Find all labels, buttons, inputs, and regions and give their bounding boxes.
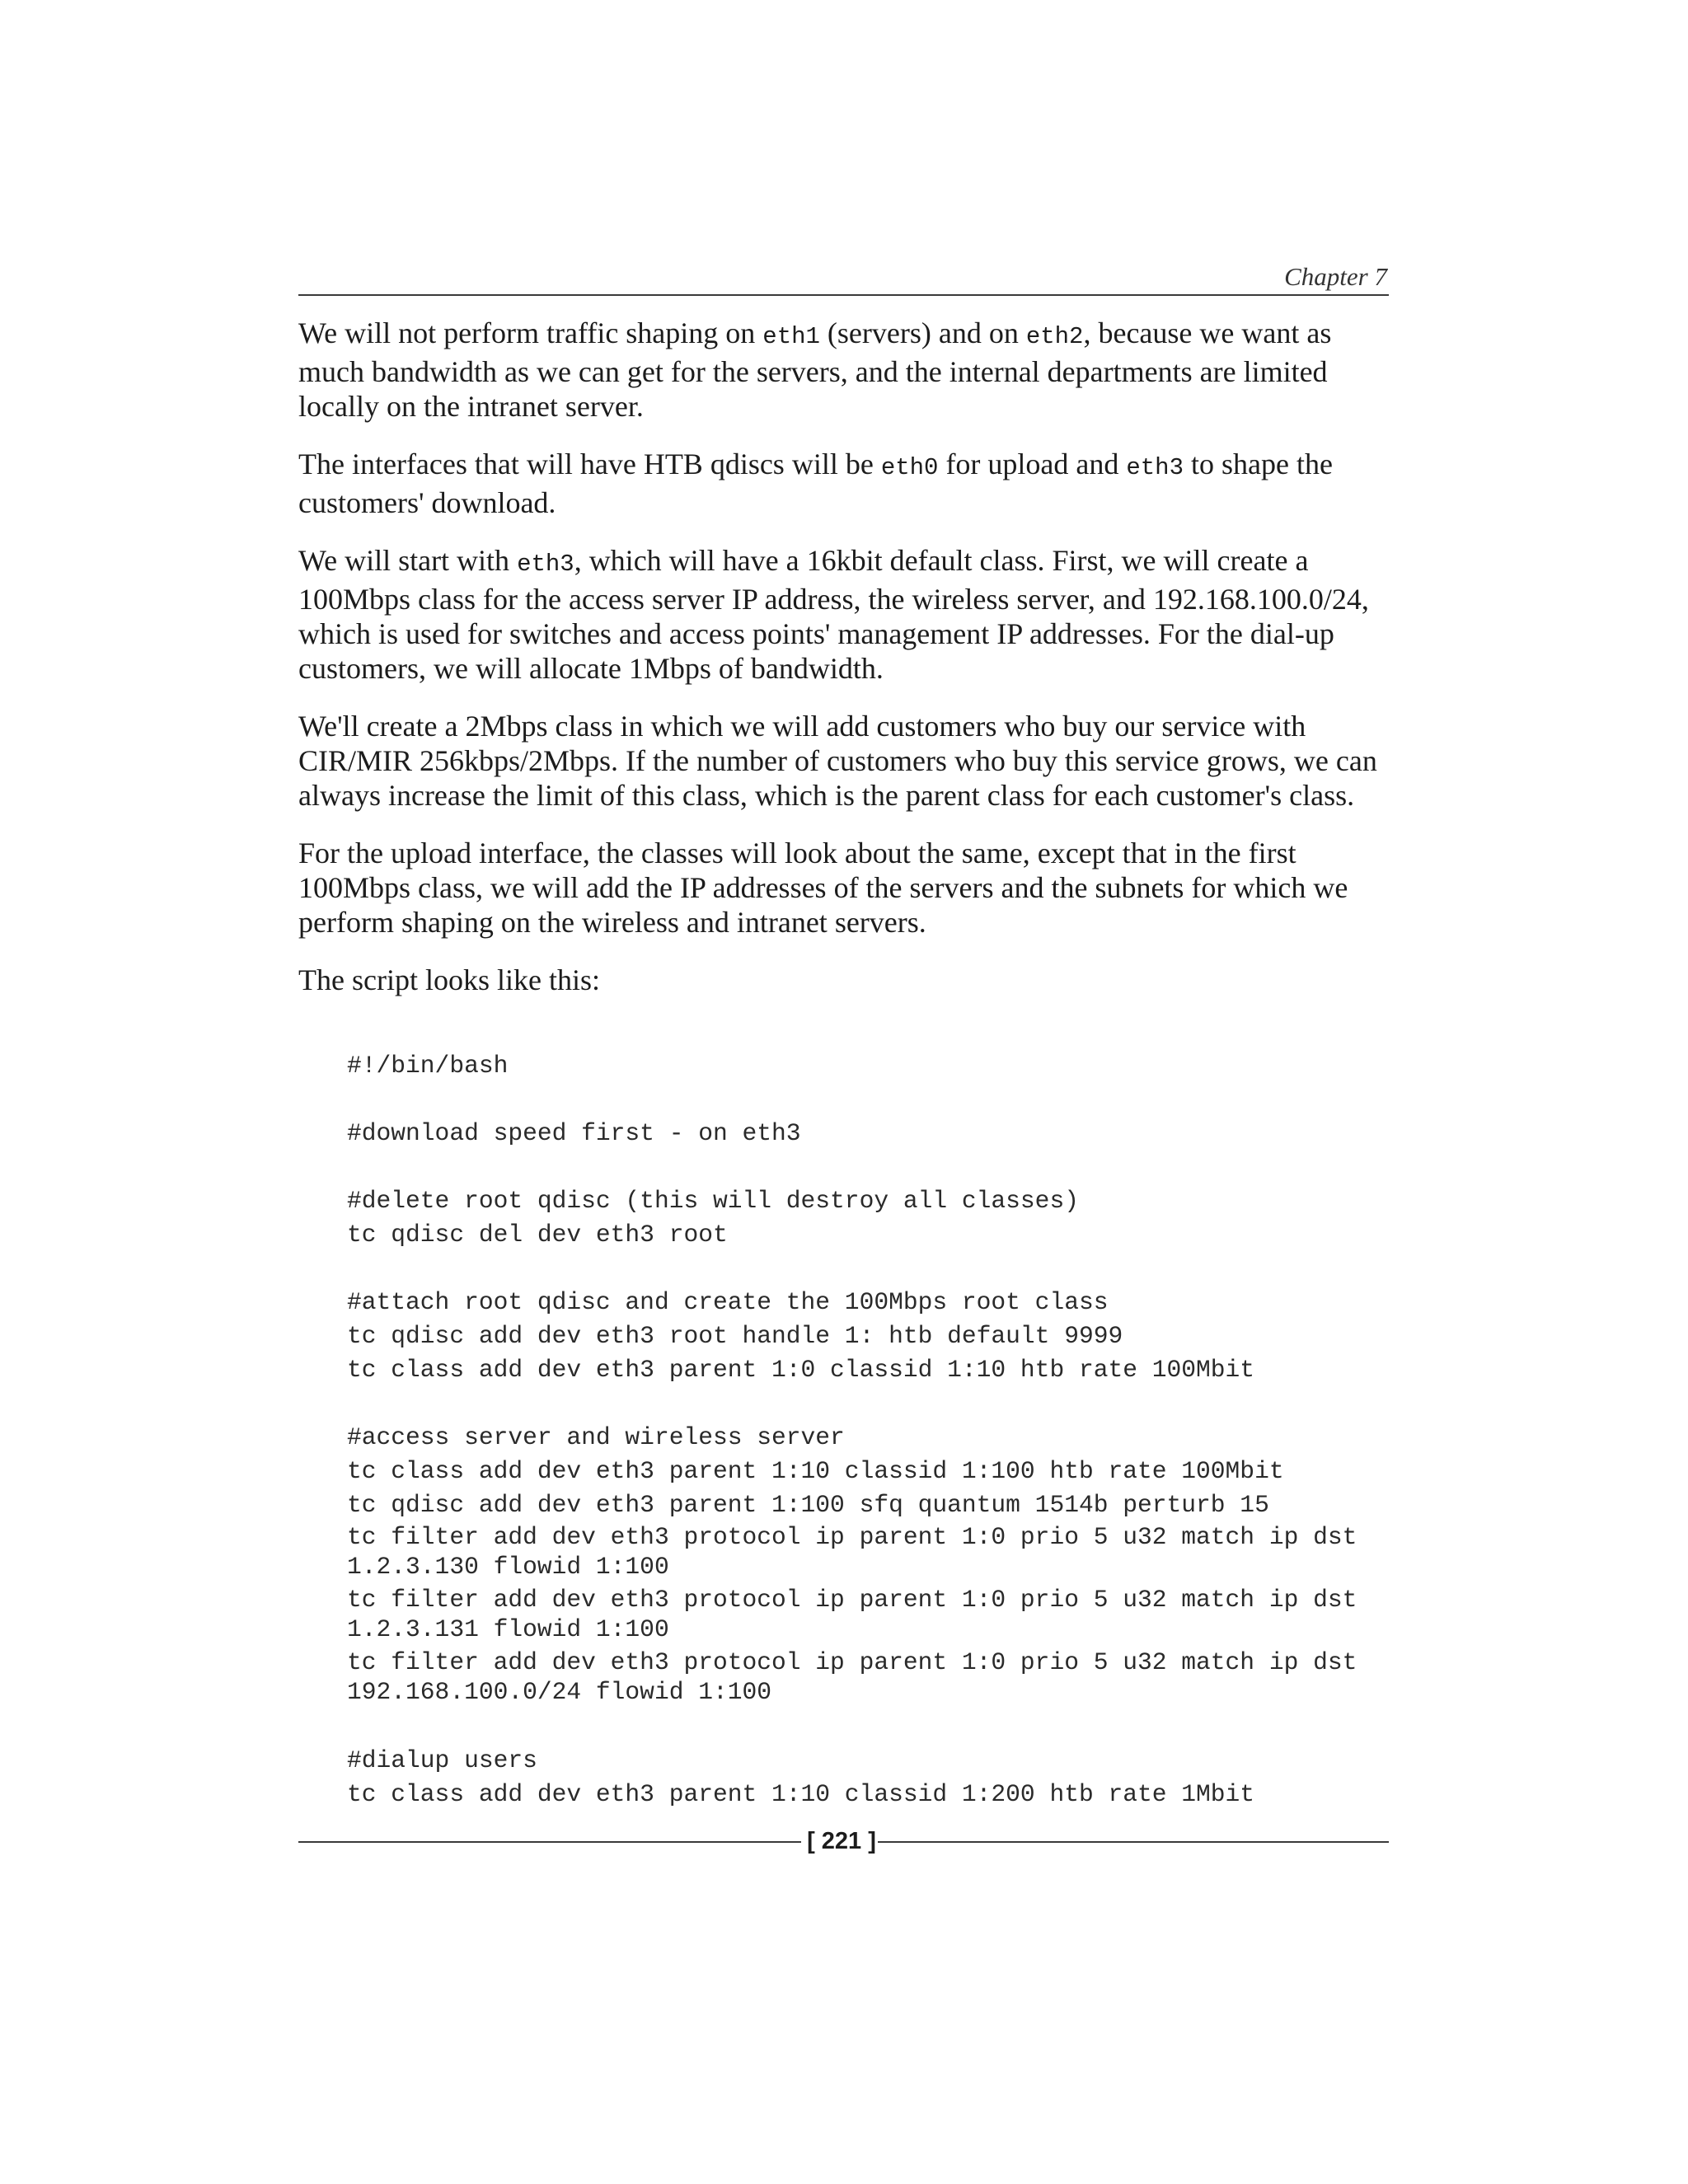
page-number: [ 221 ] bbox=[807, 1828, 876, 1854]
inline-code: eth0 bbox=[880, 454, 939, 481]
text-run: (servers) and on bbox=[819, 316, 1026, 349]
code-line: tc class add dev eth3 parent 1:0 classid 1:10 htb rate 100Mbit bbox=[347, 1356, 1255, 1384]
code-line: #download speed first - on eth3 bbox=[347, 1119, 801, 1147]
code-blank-line bbox=[347, 1151, 1394, 1184]
code-line: #attach root qdisc and create the 100Mbps root class bbox=[347, 1288, 1109, 1316]
paragraph bbox=[298, 543, 1395, 686]
paragraph: We'll create a 2Mbps class in which we will add customers who buy our service with CIR/MIR 256kbps/2Mbps. If the number of customers who buy this service grows, we can always increase the limit of this class, which is the parent class for each customer's class. bbox=[298, 710, 1377, 812]
code-line: tc filter add dev eth3 protocol ip parent 1:0 prio 5 u32 match ip dst bbox=[347, 1523, 1357, 1551]
code-blank-line bbox=[347, 1387, 1394, 1421]
code-blank-line bbox=[347, 1710, 1394, 1744]
code-line: tc class add dev eth3 parent 1:10 classid 1:100 htb rate 100Mbit bbox=[347, 1457, 1284, 1485]
code-line: 1.2.3.130 flowid 1:100 bbox=[347, 1553, 669, 1581]
text-run: for upload and bbox=[938, 448, 1127, 480]
code-line: tc filter add dev eth3 protocol ip parent 1:0 prio 5 u32 match ip dst bbox=[347, 1648, 1357, 1676]
code-line: tc qdisc add dev eth3 root handle 1: htb default 9999 bbox=[347, 1322, 1123, 1350]
page-footer bbox=[298, 1825, 1389, 1858]
code-line: tc filter add dev eth3 protocol ip parent 1:0 prio 5 u32 match ip dst bbox=[347, 1586, 1357, 1614]
paragraph bbox=[298, 316, 1395, 424]
code-blank-line bbox=[347, 1252, 1394, 1286]
text-run: , because we want as much bandwidth as we can get for the servers, and the internal departments are limited locally on the intranet server. bbox=[298, 316, 1332, 423]
code-line: tc class add dev eth3 parent 1:10 classid 1:200 htb rate 1Mbit bbox=[347, 1780, 1255, 1808]
footer-rule-left bbox=[298, 1841, 801, 1843]
code-line: tc qdisc add dev eth3 parent 1:100 sfq quantum 1514b perturb 15 bbox=[347, 1491, 1269, 1519]
paragraph: For the upload interface, the classes will look about the same, except that in the first 100Mbps class, we will add the IP addresses of the servers and the subnets for which we perform shaping on the wireless and intranet servers. bbox=[298, 837, 1348, 939]
code-line: #!/bin/bash bbox=[347, 1052, 509, 1080]
text-run: We will start with bbox=[298, 544, 518, 577]
text-run: We will not perform traffic shaping on bbox=[298, 316, 763, 349]
code-line: #delete root qdisc (this will destroy all classes) bbox=[347, 1187, 1079, 1215]
footer-rule-right bbox=[878, 1841, 1389, 1843]
inline-code: eth2 bbox=[1025, 323, 1084, 350]
text-run: , which will have a 16kbit default class. First, we will create a 100Mbps class for the access server IP address, the wireless server, and 192.168.100.0/24, which is used for switches and access points' management IP addresses. For the dial-up customers, we will allocate 1Mbps of bandwidth. bbox=[298, 544, 1369, 685]
code-line: #dialup users bbox=[347, 1746, 537, 1774]
paragraph bbox=[298, 447, 1395, 520]
paragraph: The script looks like this: bbox=[298, 963, 600, 996]
page-header bbox=[298, 262, 1389, 296]
text-run: to shape the customers' download. bbox=[298, 448, 1333, 519]
code-line: 192.168.100.0/24 flowid 1:100 bbox=[347, 1678, 772, 1706]
inline-code: eth1 bbox=[762, 323, 820, 350]
code-line: #access server and wireless server bbox=[347, 1423, 845, 1451]
body-text bbox=[298, 316, 1395, 997]
code-line: tc qdisc del dev eth3 root bbox=[347, 1221, 728, 1249]
text-run: The interfaces that will have HTB qdiscs will be bbox=[298, 448, 881, 480]
chapter-label: Chapter 7 bbox=[1284, 262, 1387, 291]
inline-code: eth3 bbox=[1126, 454, 1184, 481]
inline-code: eth3 bbox=[517, 551, 574, 578]
code-block bbox=[347, 1049, 1394, 1811]
code-line: 1.2.3.131 flowid 1:100 bbox=[347, 1615, 669, 1643]
code-blank-line bbox=[347, 1083, 1394, 1117]
